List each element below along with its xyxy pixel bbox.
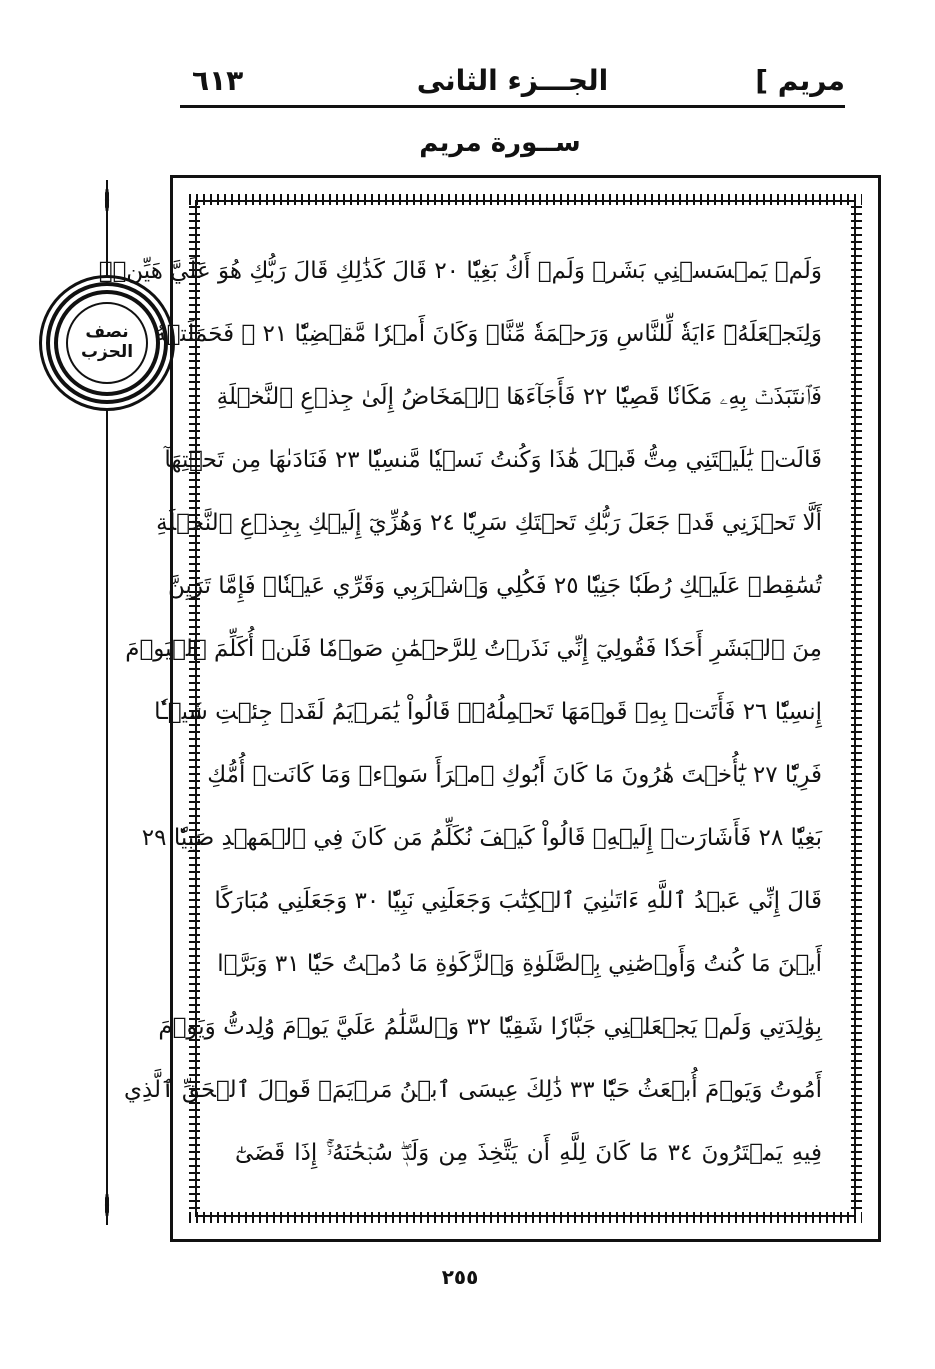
verse-line: تُسَٰقِطۡ عَلَيۡكِ رُطَبٗا جَنِيّٗا ٢٥ فَكُلِي وَٱشۡرَبِي وَقَرِّي عَيۡنٗاۖ فَإِمَّا تَرَيِنَّ xyxy=(167,573,822,599)
page-footer-number: ٢٥٥ xyxy=(441,1265,479,1289)
verse-line: أَيۡنَ مَا كُنتُ وَأَوۡصَٰنِي بِٱلصَّلَوٰةِ وَٱلزَّكَوٰةِ مَا دُمۡتُ حَيّٗا ٣١ وَبَرَّۢا xyxy=(217,951,822,977)
hizb-label-line2: الحزب xyxy=(80,342,134,362)
surah-title: ســورة مريم xyxy=(419,128,581,158)
page-number-header: ٦١٣ xyxy=(192,64,244,97)
page-header xyxy=(180,58,845,108)
verse-line: فِيهِ يَمۡتَرُونَ ٣٤ مَا كَانَ لِلَّهِ أَن يَتَّخِذَ مِن وَلَدٖۖ سُبۡحَٰنَهُۥٓۚ إِذَا قَضَىٰٓ xyxy=(235,1140,822,1166)
hizb-label-line1: نصف xyxy=(85,322,129,343)
header-rule xyxy=(180,105,845,108)
verse-line: فَٱنتَبَذَتۡ بِهِۦ مَكَانٗا قَصِيّٗا ٢٢ فَأَجَآءَهَا ٱلۡمَخَاضُ إِلَىٰ جِذۡعِ ٱلنَّخۡلَةِ xyxy=(216,384,822,410)
verse-line: فَرِيّٗا ٢٧ يَٰٓأُخۡتَ هَٰرُونَ مَا كَانَ أَبُوكِ ٱمۡرَأَ سَوۡءٖ وَمَا كَانَتۡ أُمُّكِ xyxy=(207,762,822,788)
volume-title: الجـــزء الثانى xyxy=(416,64,609,97)
verse-line: أَلَّا تَحۡزَنِي قَدۡ جَعَلَ رَبُّكِ تَحۡتَكِ سَرِيّٗا ٢٤ وَهُزِّيٓ إِلَيۡكِ بِجِذۡعِ ٱلنَّخۡلَةِ xyxy=(156,510,822,536)
verse-line: قَالَتۡ يَٰلَيۡتَنِي مِتُّ قَبۡلَ هَٰذَا وَكُنتُ نَسۡيٗا مَّنسِيّٗا ٢٣ فَنَادَىٰهَا مِن تَحۡتِهَآ xyxy=(164,447,822,473)
verse-line: إِنسِيّٗا ٢٦ فَأَتَتۡ بِهِۦ قَوۡمَهَا تَحۡمِلُهُۥۖ قَالُواْ يَٰمَرۡيَمُ لَقَدۡ جِئۡتِ شَيۡـٔٗا xyxy=(154,699,822,725)
verse-line: بَغِيّٗا ٢٨ فَأَشَارَتۡ إِلَيۡهِۖ قَالُواْ كَيۡفَ نُكَلِّمُ مَن كَانَ فِي ٱلۡمَهۡدِ صَبِيّٗا ٢٩ xyxy=(141,825,822,851)
hizb-medallion-text xyxy=(66,302,148,384)
verse-line: بِوَٰلِدَتِي وَلَمۡ يَجۡعَلۡنِي جَبَّارٗا شَقِيّٗا ٣٢ وَٱلسَّلَٰمُ عَلَيَّ يَوۡمَ وُلِدتُّ وَيَوۡمَ xyxy=(158,1014,822,1040)
verse-line: وَلَمۡ يَمۡسَسۡنِي بَشَرٞ وَلَمۡ أَكُ بَغِيّٗا ٢٠ قَالَ كَذَٰلِكِ قَالَ رَبُّكِ هُوَ عَلَيَّ هَيِّنٞۖ xyxy=(98,258,822,284)
surah-name-header: مريم ] xyxy=(755,64,845,97)
verse-line: وَلِنَجۡعَلَهُۥٓ ءَايَةٗ لِّلنَّاسِ وَرَحۡمَةٗ مِّنَّاۚ وَكَانَ أَمۡرٗا مَّقۡضِيّٗا ٢١ ۞ فَحَمَلَتۡهُ xyxy=(154,321,822,347)
verse-line: أَمُوتُ وَيَوۡمَ أُبۡعَثُ حَيّٗا ٣٣ ذَٰلِكَ عِيسَى ٱبۡنُ مَرۡيَمَۖ قَوۡلَ ٱلۡحَقِّ ٱلَّذِي xyxy=(123,1077,822,1103)
verse-line: قَالَ إِنِّي عَبۡدُ ٱللَّهِ ءَاتَىٰنِيَ ٱلۡكِتَٰبَ وَجَعَلَنِي نَبِيّٗا ٣٠ وَجَعَلَنِي مُبَارَكًا xyxy=(214,888,822,914)
verse-line: مِنَ ٱلۡبَشَرِ أَحَدٗا فَقُولِيٓ إِنِّي نَذَرۡتُ لِلرَّحۡمَٰنِ صَوۡمٗا فَلَنۡ أُكَلِّمَ ٱلۡيَوۡمَ xyxy=(125,636,822,662)
